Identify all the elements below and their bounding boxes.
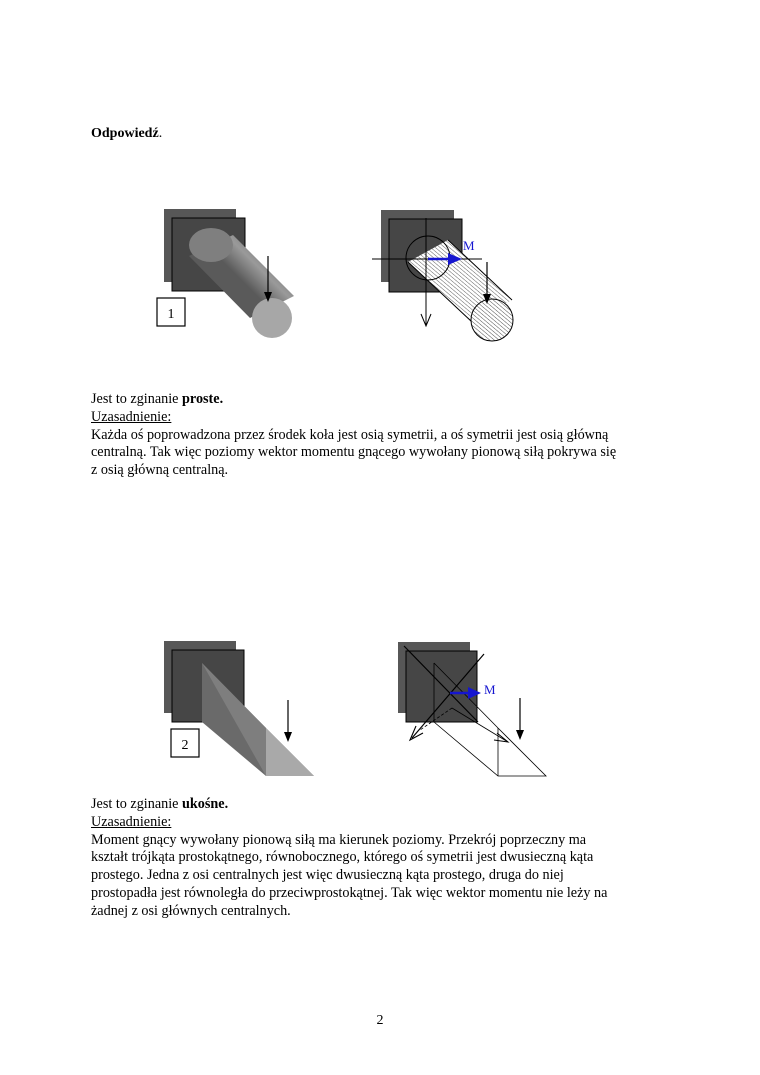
page-number: 2 xyxy=(376,1013,384,1028)
section-2-intro-prefix: Jest to zginanie xyxy=(91,796,183,812)
section-1-text xyxy=(91,391,681,480)
section-2-line: kształt trójkąta prostokątnego, równobocznego, którego oś symetrii jest dwusieczną kąta xyxy=(91,849,594,866)
section-2-line: prostego. Jedna z osi centralnych jest więc dwusieczną kąta prostego, druga do niej xyxy=(91,867,564,884)
section-1-intro-bold: proste. xyxy=(182,391,224,407)
wall-right-2 xyxy=(398,642,477,722)
section-1-line: centralną. Tak więc poziomy wektor momentu gnącego wywołany pionową siłą pokrywa się xyxy=(91,444,617,461)
section-1-justification-label: Uzasadnienie: xyxy=(91,408,172,425)
section-2-text xyxy=(91,796,681,921)
section-2-justification-label: Uzasadnienie: xyxy=(91,813,172,830)
force-arrow-4 xyxy=(516,698,524,740)
cylinder-end-face xyxy=(252,298,292,338)
answer-heading xyxy=(91,126,162,142)
moment-label-2: M xyxy=(484,682,496,697)
section-2-line: Moment gnący wywołany pionową siłą ma kierunek poziomy. Przekrój poprzeczny ma xyxy=(91,831,587,848)
force-arrow-3 xyxy=(284,700,292,742)
section-1-intro xyxy=(91,391,681,409)
figure-2-triangular-beam xyxy=(150,630,560,790)
section-2-line: prostopadła jest równoległa do przeciwprostokątnej. Tak więc wektor momentu nie leży na xyxy=(91,884,608,901)
answer-heading-suffix: . xyxy=(158,126,163,141)
section-2-intro xyxy=(91,796,681,814)
figure-2-number: 2 xyxy=(181,738,189,753)
section-2-intro-bold: ukośne. xyxy=(182,796,229,812)
section-1-line: Każda oś poprowadzona przez środek koła jest osią symetrii, a oś symetrii jest osią główną xyxy=(91,426,609,443)
section-1-line: z osią główną centralną. xyxy=(91,462,229,479)
section-1-intro-prefix: Jest to zginanie xyxy=(91,391,183,407)
hatched-cylinder-end-fill xyxy=(471,299,513,341)
figure-1-number: 1 xyxy=(167,307,175,322)
figure-1-circular-beam xyxy=(150,200,530,350)
moment-label-1: M xyxy=(463,238,475,253)
cylinder-start-face xyxy=(189,228,233,262)
answer-heading-label: Odpowiedź xyxy=(91,126,159,141)
section-2-line: żadnej z osi głównych centralnych. xyxy=(91,902,291,919)
